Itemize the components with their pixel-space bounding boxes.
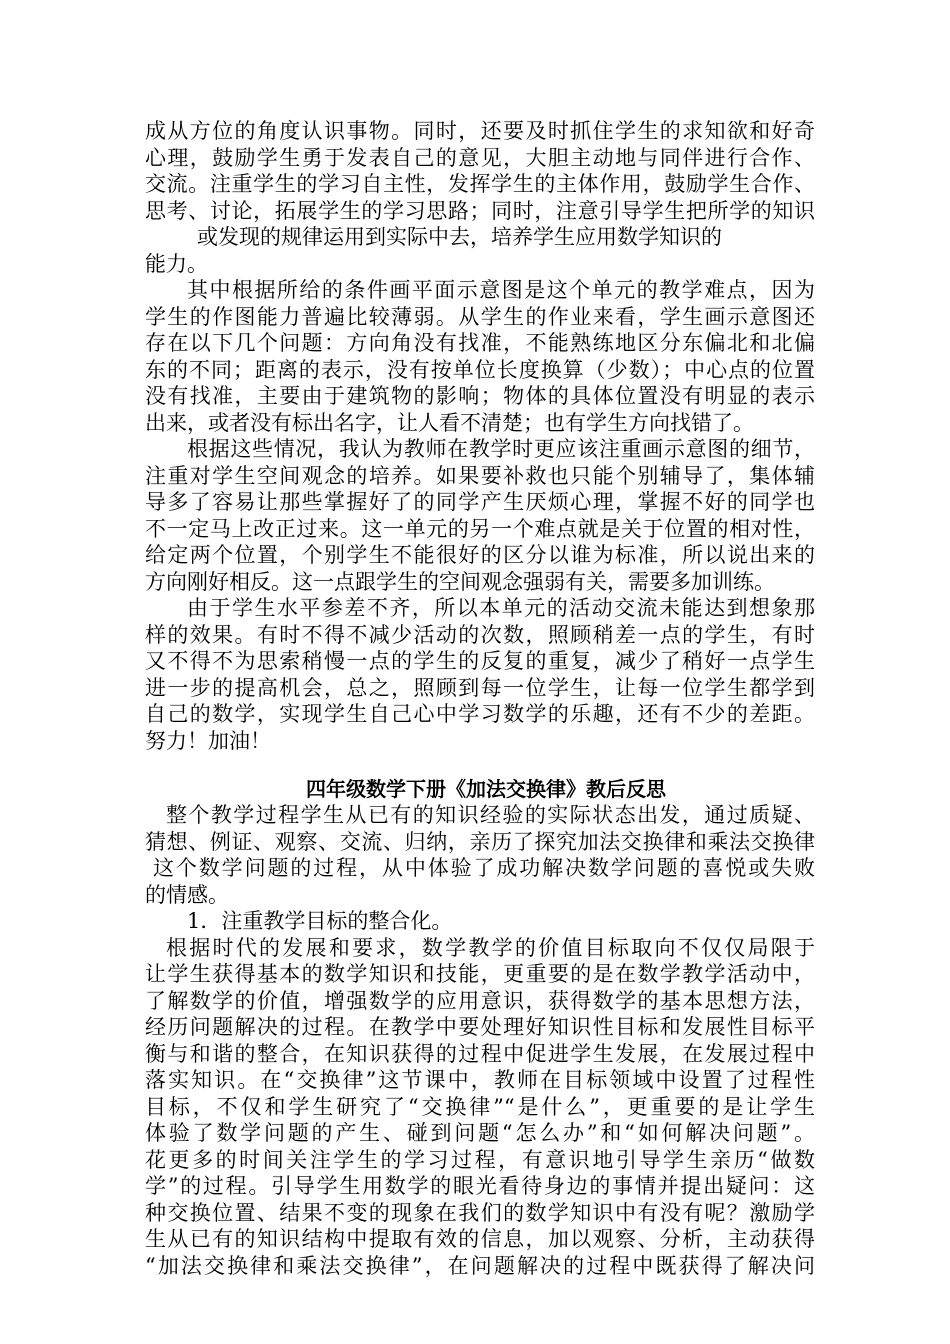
text-line: 不一定马上改正过来。这一单元的另一个难点就是关于位置的相对性，: [145, 516, 815, 541]
text-line: 的情感。: [145, 882, 229, 907]
reflection-section-position: [145, 118, 815, 754]
text-line: 成从方位的角度认识事物。同时，还要及时抓住学生的求知欲和好奇: [145, 119, 815, 143]
paragraph-start-line: 根据时代的发展和要求，数学教学的价值目标取向不仅仅局限于: [166, 935, 815, 960]
text-line: 出来，或者没有标出名字，让人看不清楚；也有学生方向找错了。: [145, 410, 754, 435]
text-line: 学”的过程。引导学生用数学的眼光看待身边的事情并提出疑问：这: [145, 1174, 815, 1198]
text-line: 思考、讨论，拓展学生的学习思路；同时，注意引导学生把所学的知识: [145, 198, 815, 223]
text-line: “加法交换律和乘法交换律”，在问题解决的过程中既获得了解决问: [145, 1253, 815, 1278]
numbered-heading: 1．注重教学目标的整合化。: [187, 909, 453, 933]
reflection-section-commutative-law: [145, 776, 815, 1279]
text-line: 自己的数学，实现学生自己心中学习数学的乐趣，还有不少的差距。: [145, 702, 815, 726]
text-line: 这个数学问题的过程，从中体验了成功解决数学问题的喜悦或失败: [153, 856, 815, 880]
text-line: 或发现的规律运用到实际中去，培养学生应用数学知识的: [197, 225, 722, 249]
section-spacer: [145, 754, 815, 776]
text-line: 东的不同；距离的表示，没有按单位长度换算（少数）；中心点的位置: [145, 357, 815, 382]
text-line: 没有找准，主要由于建筑物的影响；物体的具体位置没有明显的表示: [145, 384, 815, 408]
text-line: 导多了容易让那些掌握好了的同学产生厌烦心理，掌握不好的同学也: [145, 490, 815, 514]
text-line: 存在以下几个问题：方向角没有找准，不能熟练地区分东偏北和北偏: [145, 331, 815, 355]
text-line: 生从已有的知识结构中提取有效的信息，加以观察、分析，主动获得: [145, 1227, 815, 1251]
text-line: 给定两个位置，个别学生不能很好的区分以谁为标准，所以说出来的: [145, 543, 815, 567]
text-line: 体验了数学问题的产生、碰到问题“怎么办”和“如何解决问题”。: [145, 1121, 815, 1145]
text-line: 进一步的提高机会，总之，照顾到每一位学生，让每一位学生都学到: [145, 675, 815, 700]
text-line: 目标，不仅和学生研究了“交换律”“是什么”，更重要的是让学生: [145, 1094, 815, 1119]
text-line: 能力。: [145, 251, 208, 276]
document-body: [145, 118, 815, 1279]
paragraph-start-line: 由于学生水平参差不齐，所以本单元的活动交流未能达到想象那: [187, 596, 815, 620]
text-line: 花更多的时间关注学生的学习过程，有意识地引导学生亲历“做数: [145, 1147, 815, 1172]
text-line: 学生的作图能力普遍比较薄弱。从学生的作业来看，学生画示意图还: [145, 304, 815, 329]
text-line: 种交换位置、结果不变的现象在我们的数学知识中有没有呢？激励学: [145, 1200, 815, 1225]
text-line: 努力！加油！: [145, 728, 271, 753]
text-line: 经历问题解决的过程。在教学中要处理好知识性目标和发展性目标平: [145, 1015, 815, 1039]
paragraph-start-line: 根据这些情况，我认为教师在教学时更应该注重画示意图的细节，: [187, 437, 815, 461]
text-line: 让学生获得基本的数学知识和技能，更重要的是在数学教学活动中，: [145, 962, 815, 986]
text-line: 衡与和谐的整合，在知识获得的过程中促进学生发展，在发展过程中: [145, 1041, 815, 1066]
paragraph-start-line: 整个教学过程学生从已有的知识经验的实际状态出发，通过质疑、: [166, 803, 815, 827]
section-title: 四年级数学下册《加法交换律》教后反思: [306, 777, 666, 801]
text-line: 方向刚好相反。这一点跟学生的空间观念强弱有关，需要多加训练。: [145, 569, 775, 594]
text-line: 又不得不为思索稍慢一点的学生的反复的重复，减少了稍好一点学生: [145, 649, 815, 673]
text-line: 注重对学生空间观念的培养。如果要补救也只能个别辅导了，集体辅: [145, 463, 815, 488]
text-line: 心理，鼓励学生勇于发表自己的意见，大胆主动地与同伴进行合作、: [145, 145, 815, 170]
text-line: 交流。注重学生的学习自主性，发挥学生的主体作用，鼓励学生合作、: [145, 172, 815, 196]
text-line: 了解数学的价值，增强数学的应用意识，获得数学的基本思想方法，: [145, 988, 815, 1013]
text-line: 落实知识。在“交换律”这节课中，教师在目标领域中设置了过程性: [145, 1068, 815, 1092]
text-line: 样的效果。有时不得不减少活动的次数，照顾稍差一点的学生，有时: [145, 622, 815, 647]
paragraph-start-line: 其中根据所给的条件画平面示意图是这个单元的教学难点，因为: [187, 278, 815, 302]
text-line: 猜想、例证、观察、交流、归纳，亲历了探究加法交换律和乘法交换律: [145, 829, 815, 854]
